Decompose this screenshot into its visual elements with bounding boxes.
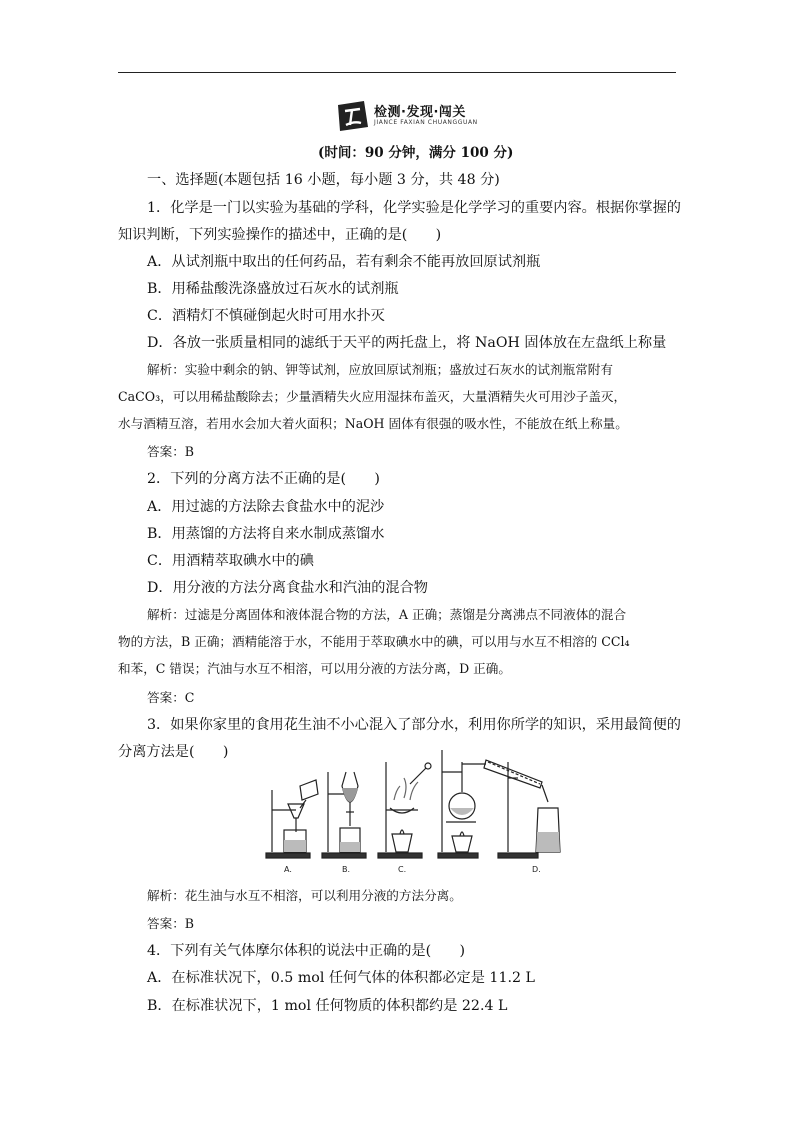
exam-meta: (时间：90 分钟，满分 100 分) bbox=[318, 145, 514, 161]
q1-option-d: D．各放一张质量相同的滤纸于天平的两托盘上，将 NaOH 固体放在左盘纸上称量 bbox=[147, 335, 667, 351]
q1-option-c: C．酒精灯不慎碰倒起火时可用水扑灭 bbox=[147, 308, 385, 324]
q2-option-a: A．用过滤的方法除去食盐水中的泥沙 bbox=[147, 499, 385, 515]
q1-stem-line2: 知识判断，下列实验操作的描述中，正确的是( ) bbox=[118, 227, 442, 243]
q3-analysis: 解析：花生油与水互不相溶，可以利用分液的方法分离。 bbox=[147, 888, 462, 903]
figure-label-c: C. bbox=[398, 865, 407, 874]
q2-answer: 答案：C bbox=[147, 690, 195, 705]
q1-option-a: A．从试剂瓶中取出的任何药品，若有剩余不能再放回原试剂瓶 bbox=[147, 254, 541, 270]
logo-emblem-icon bbox=[334, 99, 370, 133]
logo-title: 检测·发现·闯关 bbox=[374, 105, 466, 120]
figure-label-d: D. bbox=[532, 865, 541, 874]
q2-analysis-line3: 和苯，C 错误；汽油与水互不相溶，可以用分液的方法分离，D 正确。 bbox=[118, 661, 511, 676]
separatory-funnel-icon bbox=[322, 772, 366, 858]
figure-label-a: A. bbox=[284, 865, 292, 874]
q3-stem-line2: 分离方法是( ) bbox=[118, 744, 229, 760]
q2-option-b: B．用蒸馏的方法将自来水制成蒸馏水 bbox=[147, 526, 385, 542]
q1-answer: 答案：B bbox=[147, 444, 195, 459]
figure-label-b: B. bbox=[342, 865, 351, 874]
q4-option-b: B．在标准状况下，1 mol 任何物质的体积都约是 22.4 L bbox=[147, 998, 508, 1014]
heating-flask-icon bbox=[438, 750, 478, 858]
section-title: 一、选择题(本题包括 16 小题，每小题 3 分，共 48 分) bbox=[147, 172, 500, 188]
evaporation-apparatus-icon bbox=[378, 762, 431, 858]
q3-answer: 答案：B bbox=[147, 916, 195, 931]
q2-analysis-line1: 解析：过滤是分离固体和液体混合物的方法，A 正确；蒸馏是分离沸点不同液体的混合 bbox=[147, 607, 627, 622]
filtration-apparatus-icon bbox=[266, 780, 318, 858]
q1-analysis-line3: 水与酒精互溶，若用水会加大着火面积；NaOH 固体有很强的吸水性，不能放在纸上称量。 bbox=[118, 416, 628, 431]
apparatus-figure bbox=[262, 742, 562, 876]
q1-analysis-line2: CaCO₃，可以用稀盐酸除去；少量酒精失火应用湿抹布盖灭，大量酒精失火可用沙子盖灭， bbox=[118, 389, 627, 404]
header-rule bbox=[118, 72, 676, 73]
distillation-condenser-icon bbox=[462, 760, 560, 858]
q2-option-d: D．用分液的方法分离食盐水和汽油的混合物 bbox=[147, 580, 428, 596]
q1-stem-line1: 1．化学是一门以实验为基础的学科，化学实验是化学学习的重要内容。根据你掌握的 bbox=[147, 200, 681, 216]
q2-analysis-line2: 物的方法，B 正确；酒精能溶于水，不能用于萃取碘水中的碘，可以用与水互不相溶的 CCl₄ bbox=[118, 634, 630, 649]
q3-stem-line1: 3．如果你家里的食用花生油不小心混入了部分水，利用你所学的知识，采用最简便的 bbox=[147, 717, 681, 733]
q2-option-c: C．用酒精萃取碘水中的碘 bbox=[147, 553, 314, 569]
q4-option-a: A．在标准状况下，0.5 mol 任何气体的体积都必定是 11.2 L bbox=[147, 970, 535, 986]
q4-stem: 4．下列有关气体摩尔体积的说法中正确的是( ) bbox=[147, 943, 466, 959]
q2-stem: 2．下列的分离方法不正确的是( ) bbox=[147, 471, 380, 487]
section-logo bbox=[334, 99, 494, 135]
q1-option-b: B．用稀盐酸洗涤盛放过石灰水的试剂瓶 bbox=[147, 281, 399, 297]
q1-analysis-line1: 解析：实验中剩余的钠、钾等试剂，应放回原试剂瓶；盛放过石灰水的试剂瓶常附有 bbox=[147, 362, 613, 377]
logo-pinyin: JIANCE FAXIAN CHUANGGUAN bbox=[374, 119, 478, 126]
